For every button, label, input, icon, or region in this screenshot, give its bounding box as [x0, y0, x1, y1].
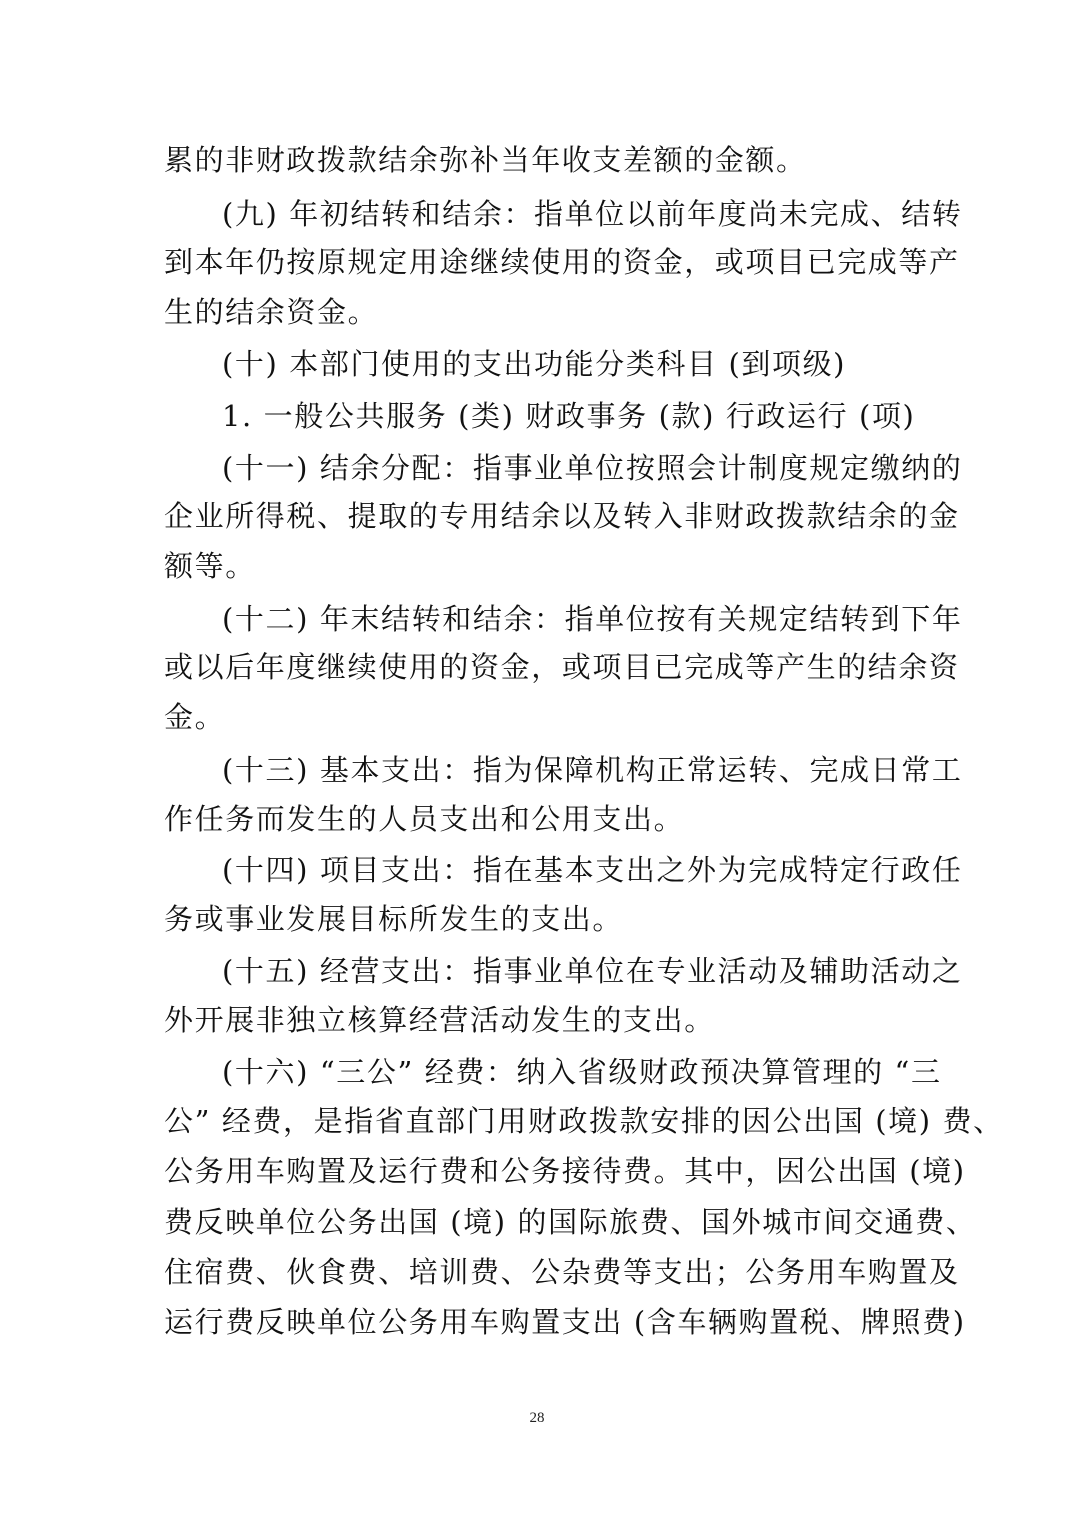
text-line: 公” 经费，是指省直部门用财政拨款安排的因公出国 (境) 费、 — [164, 1104, 1004, 1138]
text-line: (十六) “三公” 经费：纳入省级财政预决算管理的 “三 — [222, 1055, 942, 1089]
text-line: 金。 — [164, 700, 226, 734]
text-line: 累的非财政拨款结余弥补当年收支差额的金额。 — [164, 143, 807, 177]
text-line: 额等。 — [164, 549, 256, 583]
text-line: (十三) 基本支出：指为保障机构正常运转、完成日常工 — [222, 753, 963, 787]
text-line: 住宿费、伙食费、培训费、公杂费等支出；公务用车购置及 — [164, 1255, 960, 1289]
text-line: 作任务而发生的人员支出和公用支出。 — [164, 802, 685, 836]
text-line: (九) 年初结转和结余：指单位以前年度尚未完成、结转 — [222, 197, 963, 231]
text-line: 到本年仍按原规定用途继续使用的资金，或项目已完成等产 — [164, 245, 960, 279]
text-line: 企业所得税、提取的专用结余以及转入非财政拨款结余的金 — [164, 499, 960, 533]
page-number: 28 — [529, 1410, 545, 1426]
text-line: (十一) 结余分配：指事业单位按照会计制度规定缴纳的 — [222, 451, 963, 485]
text-line: 费反映单位公务出国 (境) 的国际旅费、国外城市间交通费、 — [164, 1205, 977, 1239]
text-line: (十二) 年末结转和结余：指单位按有关规定结转到下年 — [222, 602, 963, 636]
text-line: (十四) 项目支出：指在基本支出之外为完成特定行政任 — [222, 853, 963, 887]
text-line: (十五) 经营支出：指事业单位在专业活动及辅助活动之 — [222, 954, 963, 988]
text-line: 务或事业发展目标所发生的支出。 — [164, 902, 624, 936]
text-line: 运行费反映单位公务用车购置支出 (含车辆购置税、牌照费) — [164, 1305, 966, 1339]
text-line: 外开展非独立核算经营活动发生的支出。 — [164, 1003, 715, 1037]
text-line: 或以后年度继续使用的资金，或项目已完成等产生的结余资 — [164, 650, 960, 684]
text-line: 1. 一般公共服务 (类) 财政事务 (款) 行政运行 (项) — [222, 399, 916, 433]
text-line: 生的结余资金。 — [164, 295, 379, 329]
text-line: (十) 本部门使用的支出功能分类科目 (到项级) — [222, 347, 847, 381]
text-line: 公务用车购置及运行费和公务接待费。其中，因公出国 (境) — [164, 1154, 966, 1188]
